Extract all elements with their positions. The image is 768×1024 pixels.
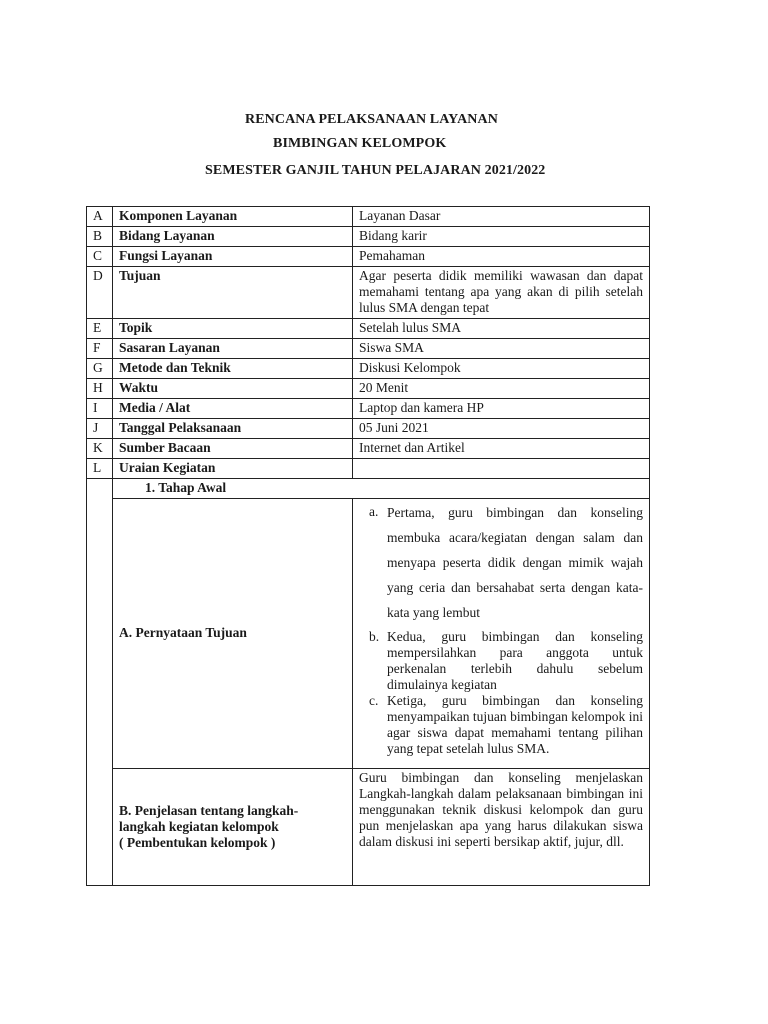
tahap-awal-heading: 1. Tahap Awal <box>113 479 650 499</box>
list-item <box>369 629 643 693</box>
row-value: Layanan Dasar <box>353 207 650 227</box>
list-item-text: Kedua, guru bimbingan dan konseling mempersilahkan para anggota untuk perkenalan terlebih dahulu sebelum dimulainya kegiatan <box>387 629 643 692</box>
row-value: Laptop dan kamera HP <box>353 399 650 419</box>
row-value: Setelah lulus SMA <box>353 319 650 339</box>
table-row <box>87 319 650 339</box>
row-label: Sasaran Layanan <box>113 339 353 359</box>
list-marker: c. <box>369 693 379 708</box>
list-marker: b. <box>369 629 380 644</box>
row-value: Agar peserta didik memiliki wawasan dan dapat memahami tentang apa yang akan di pilih setelah lulus SMA dengan tepat <box>353 267 650 319</box>
pernyataan-tujuan-label: A. Pernyataan Tujuan <box>113 499 353 769</box>
list-item-text: Pertama, guru bimbingan dan konseling membuka acara/kegiatan dengan salam dan menyapa peserta didik dengan mimik wajah yang ceria dan bersahabat serta dengan kata-kata yang lembut <box>387 505 643 620</box>
list-item <box>369 499 643 625</box>
row-letter: H <box>87 379 113 399</box>
row-value: Internet dan Artikel <box>353 439 650 459</box>
row-label: Komponen Layanan <box>113 207 353 227</box>
row-label: Tanggal Pelaksanaan <box>113 419 353 439</box>
list-marker: a. <box>369 504 379 519</box>
table-row <box>87 769 650 886</box>
row-letter: B <box>87 227 113 247</box>
row-letter: K <box>87 439 113 459</box>
penjelasan-text: Guru bimbingan dan konseling menjelaskan Langkah-langkah dalam pelaksanaan bimbingan ini menggunakan teknik diskusi kelompok dan guru pun menjelaskan apa yang harus dilakukan siswa dalam diskusi ini seperti bersikap aktif, jujur, dll. <box>353 769 650 886</box>
table-row <box>87 207 650 227</box>
penjelasan-label-line-2: langkah kegiatan kelompok <box>119 818 279 834</box>
row-letter: F <box>87 339 113 359</box>
table-row <box>87 379 650 399</box>
title-line-2: BIMBINGAN KELOMPOK <box>273 136 447 151</box>
row-letter: C <box>87 247 113 267</box>
table-row <box>87 247 650 267</box>
row-value: Bidang karir <box>353 227 650 247</box>
plan-table <box>86 206 650 886</box>
row-value: Pemahaman <box>353 247 650 267</box>
table-row <box>87 479 650 499</box>
row-value: 05 Juni 2021 <box>353 419 650 439</box>
row-letter: L <box>87 459 113 479</box>
row-label: Sumber Bacaan <box>113 439 353 459</box>
row-label: Bidang Layanan <box>113 227 353 247</box>
row-value: 20 Menit <box>353 379 650 399</box>
table-row <box>87 499 650 769</box>
table-row <box>87 399 650 419</box>
table-row <box>87 459 650 479</box>
table-row <box>87 339 650 359</box>
table-row <box>87 359 650 379</box>
row-label: Topik <box>113 319 353 339</box>
row-label: Uraian Kegiatan <box>113 459 353 479</box>
row-letter: G <box>87 359 113 379</box>
row-label: Media / Alat <box>113 399 353 419</box>
penjelasan-label-line-1: B. Penjelasan tentang langkah- <box>119 802 299 818</box>
list-item <box>369 693 643 757</box>
title-line-3: SEMESTER GANJIL TAHUN PELAJARAN 2021/2022 <box>205 163 546 178</box>
empty-letter-cell <box>87 479 113 886</box>
row-label: Waktu <box>113 379 353 399</box>
steps-list <box>359 499 643 757</box>
row-label: Fungsi Layanan <box>113 247 353 267</box>
title-line-1: RENCANA PELAKSANAAN LAYANAN <box>245 112 498 127</box>
list-item-text: Ketiga, guru bimbingan dan konseling menyampaikan tujuan bimbingan kelompok ini agar siswa dapat memahami tentang pilihan yang tepat setelah lulus SMA. <box>387 693 643 756</box>
table-row <box>87 439 650 459</box>
row-letter: J <box>87 419 113 439</box>
penjelasan-label-line-3: ( Pembentukan kelompok ) <box>119 834 276 850</box>
row-letter: E <box>87 319 113 339</box>
row-label: Tujuan <box>113 267 353 319</box>
table-row <box>87 267 650 319</box>
row-letter: A <box>87 207 113 227</box>
pernyataan-tujuan-steps <box>353 499 650 769</box>
table-row <box>87 227 650 247</box>
penjelasan-label <box>113 769 353 886</box>
row-value: Diskusi Kelompok <box>353 359 650 379</box>
row-letter: D <box>87 267 113 319</box>
row-letter: I <box>87 399 113 419</box>
row-value: Siswa SMA <box>353 339 650 359</box>
table-row <box>87 419 650 439</box>
row-value <box>353 459 650 479</box>
row-label: Metode dan Teknik <box>113 359 353 379</box>
